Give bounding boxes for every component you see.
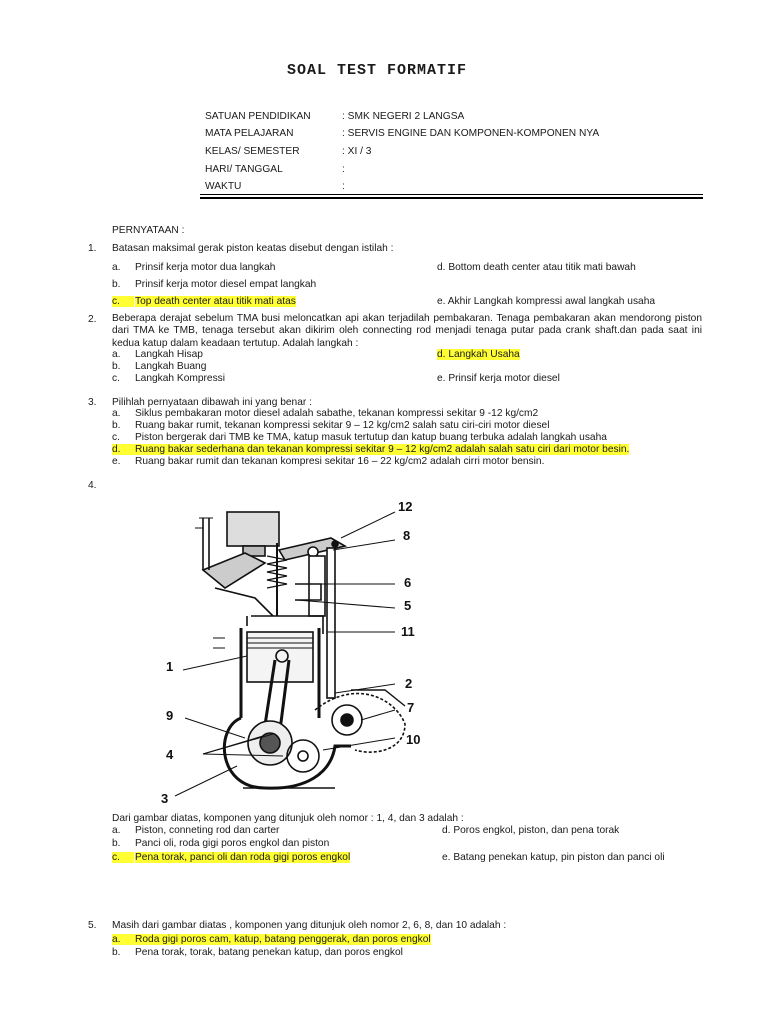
question-text: Beberapa derajat sebelum TMA busi meloncatkan api akan terjadilah pembakaran. Tenaga pembakaran akan mendorong piston dari TMA ke TMB, tenaga tersebut akan dikirim oleh connecting rod menjadi tenaga putar pada crank shaft.dan pada saat ini kedua katup dalam keadaan tertutup. Adalah langkah : [112, 313, 702, 349]
diagram-label-3: 3 [161, 791, 169, 806]
header-label-hari: HARI/ TANGGAL [205, 164, 283, 175]
option-letter: b. [112, 420, 121, 431]
option-b[interactable]: Langkah Buang [135, 361, 207, 372]
option-letter: b. [112, 838, 121, 849]
page-title: SOAL TEST FORMATIF [287, 62, 468, 79]
question-text: Dari gambar diatas, komponen yang ditunjuk oleh nomor : 1, 4, dan 3 adalah : [112, 813, 464, 824]
header-label-mapel: MATA PELAJARAN [205, 128, 294, 139]
option-letter: c. [112, 852, 134, 863]
header-value-kelas: : XI / 3 [342, 146, 372, 157]
option-d[interactable]: d. Bottom death center atau titik mati bawah [437, 262, 636, 273]
option-a-answer[interactable]: Roda gigi poros cam, katup, batang penggerak, dan poros engkol [135, 934, 431, 945]
header-label-satuan: SATUAN PENDIDIKAN [205, 111, 311, 122]
option-b[interactable]: Pena torak, torak, batang penekan katup, dan poros engkol [135, 947, 403, 958]
option-letter: c. [112, 373, 120, 384]
question-number: 3. [88, 397, 97, 408]
option-a[interactable]: Prinsif kerja motor dua langkah [135, 262, 276, 273]
option-e[interactable]: e. Akhir Langkah kompressi awal langkah usaha [437, 296, 656, 307]
diagram-label-9: 9 [166, 708, 174, 723]
header-value-waktu: : [342, 181, 345, 192]
diagram-label-2: 2 [405, 676, 413, 691]
header-label-kelas: KELAS/ SEMESTER [205, 146, 300, 157]
option-b[interactable]: Panci oli, roda gigi poros engkol dan piston [135, 838, 330, 849]
option-letter: b. [112, 279, 121, 290]
option-letter: a. [112, 349, 121, 360]
option-letter: e. [112, 456, 121, 467]
diagram-label-1: 1 [166, 659, 174, 674]
diagram-label-5: 5 [404, 598, 412, 613]
header-divider-top [200, 194, 703, 195]
option-letter: a. [112, 262, 121, 273]
option-e[interactable]: e. Prinsif kerja motor diesel [437, 373, 560, 384]
option-a[interactable]: Piston, conneting rod dan carter [135, 825, 280, 836]
option-e[interactable]: Ruang bakar rumit dan tekanan kompresi sekitar 16 – 22 kg/cm2 adalah cirri motor bensin. [135, 456, 545, 467]
header-divider-bottom [200, 197, 703, 199]
question-text: Pilihlah pernyataan dibawah ini yang benar : [112, 397, 312, 408]
option-letter: c. [112, 432, 120, 443]
option-letter: a. [112, 408, 121, 419]
option-letter: d. [112, 444, 135, 455]
option-b[interactable]: Prinsif kerja motor diesel empat langkah [135, 279, 317, 290]
question-text: Masih dari gambar diatas , komponen yang ditunjuk oleh nomor 2, 6, 8, dan 10 adalah : [112, 920, 507, 931]
option-letter: b. [112, 361, 121, 372]
option-b[interactable]: Ruang bakar rumit, tekanan kompressi sekitar 9 – 12 kg/cm2 salah satu ciri-ciri motor diesel [135, 420, 550, 431]
option-c-answer[interactable]: Top death center atau titik mati atas [135, 296, 296, 307]
diagram-label-6: 6 [404, 575, 412, 590]
diagram-label-12: 12 [398, 499, 413, 514]
diagram-label-11: 11 [401, 624, 415, 639]
diagram-label-10: 10 [406, 732, 421, 747]
engine-drawing [155, 488, 440, 808]
option-c-answer[interactable]: Pena torak, panci oli dan roda gigi poros engkol [135, 852, 351, 863]
question-number: 2. [88, 314, 97, 325]
diagram-label-7: 7 [407, 700, 415, 715]
option-d-answer[interactable]: Ruang bakar sederhana dan tekanan kompressi sekitar 9 – 12 kg/cm2 adalah salah satu ciri dari motor besin. [135, 444, 630, 455]
diagram-label-4: 4 [166, 747, 174, 762]
option-c[interactable]: Piston bergerak dari TMB ke TMA, katup masuk tertutup dan katup buang terbuka adalah langkah usaha [135, 432, 607, 443]
section-label: PERNYATAAN : [112, 225, 185, 236]
header-label-waktu: WAKTU [205, 181, 242, 192]
option-d[interactable]: d. Poros engkol, piston, dan pena torak [442, 825, 620, 836]
option-d-answer[interactable]: d. Langkah Usaha [437, 349, 520, 360]
option-letter: c. [112, 296, 134, 307]
option-e[interactable]: e. Batang penekan katup, pin piston dan panci oli [442, 852, 665, 863]
header-value-satuan: : SMK NEGERI 2 LANGSA [342, 111, 465, 122]
question-number: 4. [88, 480, 97, 491]
question-number: 1. [88, 243, 97, 254]
option-c[interactable]: Langkah Kompressi [135, 373, 226, 384]
option-a[interactable]: Langkah Hisap [135, 349, 203, 360]
diagram-label-8: 8 [403, 528, 411, 543]
option-a[interactable]: Siklus pembakaran motor diesel adalah sabathe, tekanan kompressi sekitar 9 -12 kg/cm2 [135, 408, 539, 419]
option-letter: a. [112, 825, 121, 836]
question-number: 5. [88, 920, 97, 931]
question-text: Batasan maksimal gerak piston keatas disebut dengan istilah : [112, 243, 394, 254]
header-value-mapel: : SERVIS ENGINE DAN KOMPONEN-KOMPONEN NYA [342, 128, 600, 139]
option-letter: b. [112, 947, 121, 958]
option-letter: a. [112, 934, 135, 945]
header-value-hari: : [342, 164, 345, 175]
